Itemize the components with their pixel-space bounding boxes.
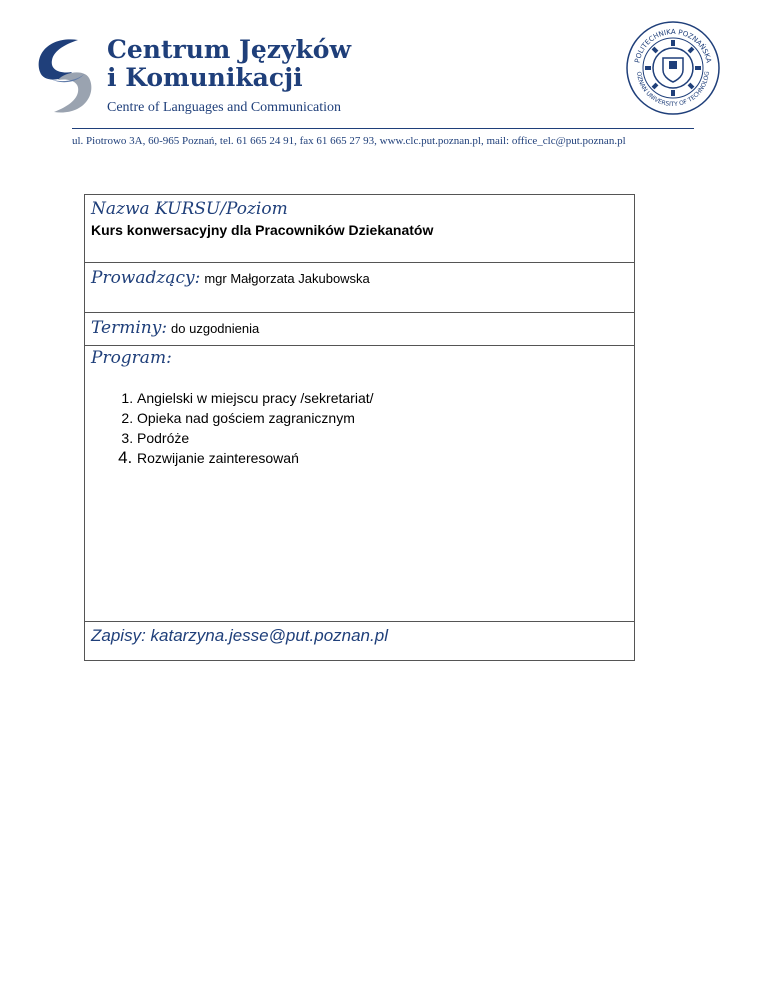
org-name-line1: Centrum Języków — [107, 35, 352, 64]
contact-address: ul. Piotrowo 3A, 60-965 Poznań, tel. 61 665 24 91, fax 61 665 27 93, www.clc.put.poznan.pl, mail: office_clc@put.poznan.pl — [72, 135, 626, 147]
org-name-line2: i Komunikacji — [107, 63, 303, 92]
program-item: 2. Opieka nad gościem zagranicznym — [137, 408, 374, 428]
program-item: 1. Angielski w miejscu pracy /sekretariat/ — [137, 388, 374, 408]
teacher-label: Prowadzący: — [91, 268, 201, 288]
signup-row — [85, 622, 634, 660]
header-divider — [72, 128, 694, 129]
course-name: Kurs konwersacyjny dla Pracowników Dziekanatów — [91, 222, 434, 238]
svg-text:POLITECHNIKA POZNAŃSKA: POLITECHNIKA POZNAŃSKA — [633, 27, 713, 64]
clc-logo-icon — [32, 34, 98, 118]
dates-row — [85, 313, 634, 346]
letterhead — [0, 0, 768, 150]
program-label: Program: — [91, 348, 172, 368]
course-row — [85, 195, 634, 263]
org-name — [107, 36, 351, 92]
teacher-name: mgr Małgorzata Jakubowska — [204, 271, 370, 286]
university-seal-icon — [625, 20, 721, 116]
svg-text:POZNAN UNIVERSITY OF TECHNOLOG: OZNAN UNIVERSITY OF TECHNOLOG — [634, 71, 712, 109]
dates-label: Terminy: — [91, 318, 168, 338]
program-row — [85, 346, 634, 622]
program-list — [115, 388, 374, 468]
course-label: Nazwa KURSU/Poziom — [91, 199, 288, 219]
program-item: 4. Rozwijanie zainteresowań — [137, 448, 374, 468]
org-name-english: Centre of Languages and Communication — [107, 100, 342, 115]
course-form — [84, 194, 635, 661]
signup-contact: Zapisy: katarzyna.jesse@put.poznan.pl — [91, 626, 388, 645]
dates-value: do uzgodnienia — [171, 321, 260, 336]
teacher-row — [85, 263, 634, 313]
program-item: 3. Podróże — [137, 428, 374, 448]
